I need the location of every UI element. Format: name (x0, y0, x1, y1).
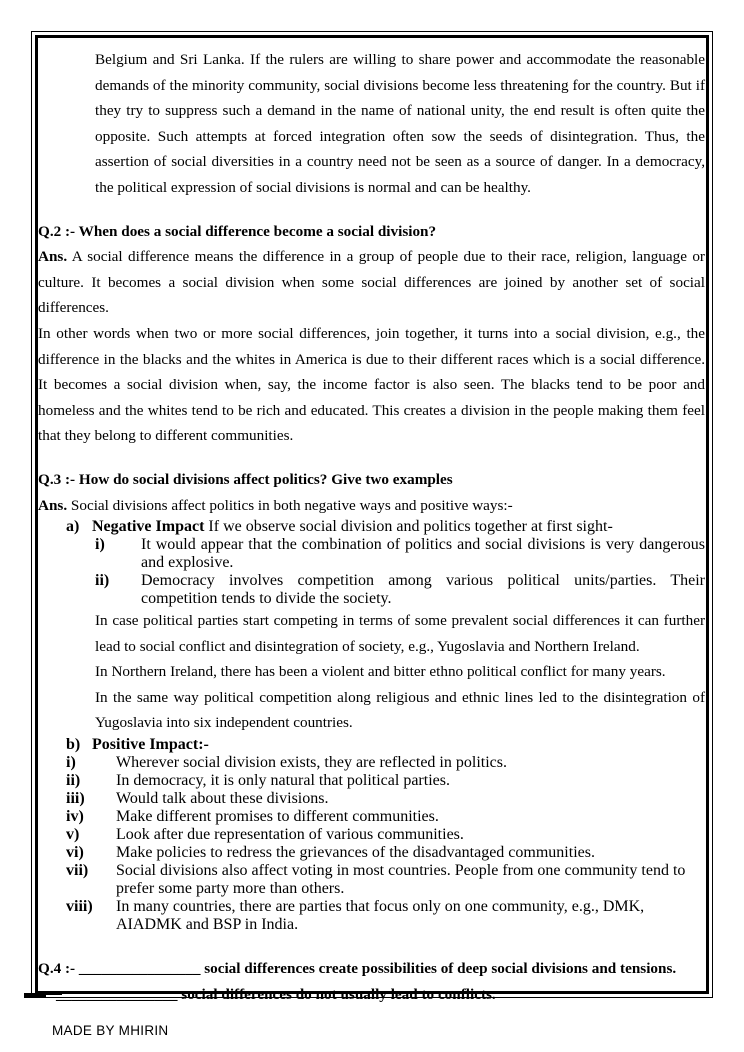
answer-label-q3: Ans. (38, 496, 68, 514)
list-item-a-roman-2 (95, 572, 705, 608)
question-heading-q3: Q.3 :- How do social divisions affect politics? Give two examples (38, 470, 453, 488)
list-marker-a-ii: ii) (95, 572, 110, 590)
list-text-b-viii: In many countries, there are parties that focus only on one community, e.g., DMK, AIADMK and BSP in India. (116, 898, 645, 934)
list-marker-b-vi: vi) (66, 844, 84, 862)
negative-impact-title: Negative Impact (92, 518, 205, 536)
list-item-b-roman-8 (66, 898, 705, 934)
question-heading-q2: Q.2 :- When does a social difference become a social division? (38, 222, 437, 240)
footer-credit: MADE BY MHIRIN (52, 1023, 169, 1038)
question-q4-line2: ________________ social differences do not usually lead to conflicts. (56, 985, 496, 1003)
answer-paragraph-q2-2: In other words when two or more social differences, join together, it turns into a social division, e.g., the difference in the blacks and the whites in America is due to their different races which is a social difference. It becomes a social division when, say, the income factor is also seen. The blacks tend to be poor and homeless and the whites tend to be rich and educated. This creates a division in the people making them feel that they belong to different communities. (38, 324, 705, 445)
list-item-b-roman-4 (66, 808, 705, 826)
positive-impact-title: Positive Impact:- (92, 736, 209, 754)
answer-block-q3 (38, 493, 705, 519)
list-marker-a-i: i) (95, 536, 105, 554)
list-marker-b-vii: vii) (66, 862, 89, 880)
list-text-a-ii: Democracy involves competition among various political units/parties. Their competition tends to divide the society. (141, 572, 705, 608)
list-marker-b-viii: viii) (66, 898, 93, 916)
list-item-a-roman-1 (95, 536, 705, 572)
list-item-b-roman-6 (66, 844, 705, 862)
list-text-b-iv: Make different promises to different communities. (116, 808, 439, 826)
list-marker-b-iv: iv) (66, 808, 84, 826)
list-item-b-roman-1 (66, 754, 705, 772)
list-marker-a: a) (66, 518, 80, 536)
negative-impact-paragraph-3: In the same way political competition along religious and ethnic lines led to the disintegration of Yugoslavia into six independent countries. (95, 688, 705, 732)
list-marker-b: b) (66, 736, 81, 754)
list-body-a (92, 518, 705, 536)
list-text-b-ii: In democracy, it is only natural that political parties. (116, 772, 450, 790)
list-item-b-roman-2 (66, 772, 705, 790)
list-marker-b-iii: iii) (66, 790, 85, 808)
list-text-b-vii: Social divisions also affect voting in most countries. People from one community tend to prefer some party more than others. (116, 862, 686, 898)
list-marker-b-v: v) (66, 826, 80, 844)
list-text-a-i: It would appear that the combination of politics and social divisions is very dangerous and explosive. (141, 536, 705, 572)
question-q4-line1: Q.4 :- ________________ social differences create possibilities of deep social divisions and tensions. (38, 960, 677, 978)
list-item-positive-impact (66, 736, 705, 754)
negative-impact-paragraph-1: In case political parties start competing in terms of some prevalent social differences it can further lead to social conflict and disintegration of society, e.g., Yugoslavia and Northern Ireland. (95, 612, 705, 655)
list-text-b-iii: Would talk about these divisions. (116, 790, 329, 808)
negative-impact-paragraph-2: In Northern Ireland, there has been a violent and bitter ethno political conflict for many years. (95, 663, 666, 681)
negative-impact-title-rest: If we observe social division and politics together at first sight- (208, 518, 613, 536)
document-content-clip (38, 38, 705, 1003)
answer-block-q2 (38, 244, 705, 321)
list-item-b-roman-3 (66, 790, 705, 808)
list-item-negative-impact (66, 518, 705, 536)
list-marker-b-i: i) (66, 754, 76, 772)
answer-label-q2: Ans. (38, 248, 68, 266)
list-item-b-roman-5 (66, 826, 705, 844)
list-text-b-v: Look after due representation of various communities. (116, 826, 464, 844)
answer-paragraph-q2-1: A social difference means the difference in a group of people due to their race, religion, language or culture. It becomes a social division when some social differences are joined by another set of social differences. (38, 248, 705, 317)
list-marker-b-ii: ii) (66, 772, 81, 790)
intro-paragraph: Belgium and Sri Lanka. If the rulers are willing to share power and accommodate the reasonable demands of the minority community, social divisions become less threatening for the country. But if they try to suppress such a demand in the name of national unity, the end result is often quite the opposite. Such attempts at forced integration often sow the seeds of disintegration. Thus, the assertion of social diversities in a country need not be seen as a source of danger. In a democracy, the political expression of social divisions is normal and can be healthy. (95, 51, 705, 196)
answer-intro-q3: Social divisions affect politics in both negative ways and positive ways:- (70, 496, 513, 514)
list-item-b-roman-7 (66, 862, 705, 898)
list-text-b-i: Wherever social division exists, they are reflected in politics. (116, 754, 507, 772)
list-text-b-vi: Make policies to redress the grievances of the disadvantaged communities. (116, 844, 595, 862)
document-content (38, 38, 738, 1007)
